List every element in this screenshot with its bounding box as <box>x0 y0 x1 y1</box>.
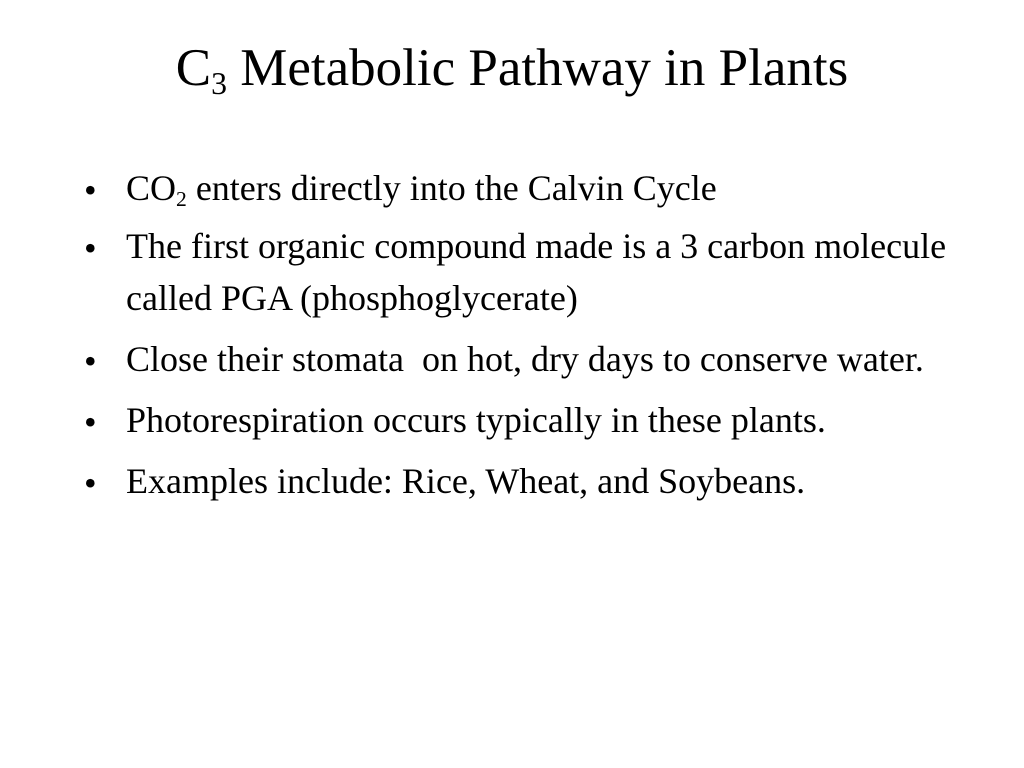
bullet-item-pga <box>84 220 1004 324</box>
bullet-text <box>126 162 1004 214</box>
title-subscript: 3 <box>211 65 228 101</box>
bullet-text: Examples include: Rice, Wheat, and Soybeans. <box>126 461 806 501</box>
bullet-text: Photorespiration occurs typically in these plants. <box>126 400 826 440</box>
bullet-marker: • <box>84 463 97 503</box>
bullet-subscript: 2 <box>176 187 187 212</box>
bullet-suffix: enters directly into the Calvin Cycle <box>186 168 717 208</box>
bullet-item-stomata <box>84 333 1004 385</box>
slide-title <box>0 36 1024 100</box>
bullet-text: Close their stomata on hot, dry days to conserve water. <box>126 339 924 379</box>
title-suffix: Metabolic Pathway in Plants <box>227 39 849 97</box>
bullet-marker: • <box>84 402 97 442</box>
title-prefix: C <box>175 39 212 97</box>
bullet-marker: • <box>84 228 97 268</box>
bullet-item-photorespiration <box>84 394 1004 446</box>
bullet-prefix: CO <box>126 168 177 208</box>
bullet-item-co2 <box>84 162 1004 214</box>
bullet-marker: • <box>84 341 97 381</box>
bullet-marker: • <box>84 170 97 210</box>
bullet-text: The first organic compound made is a 3 carbon molecule called PGA (phosphoglycerate) <box>126 226 947 318</box>
bullet-item-examples <box>84 455 1004 507</box>
bullet-list <box>84 162 1004 516</box>
